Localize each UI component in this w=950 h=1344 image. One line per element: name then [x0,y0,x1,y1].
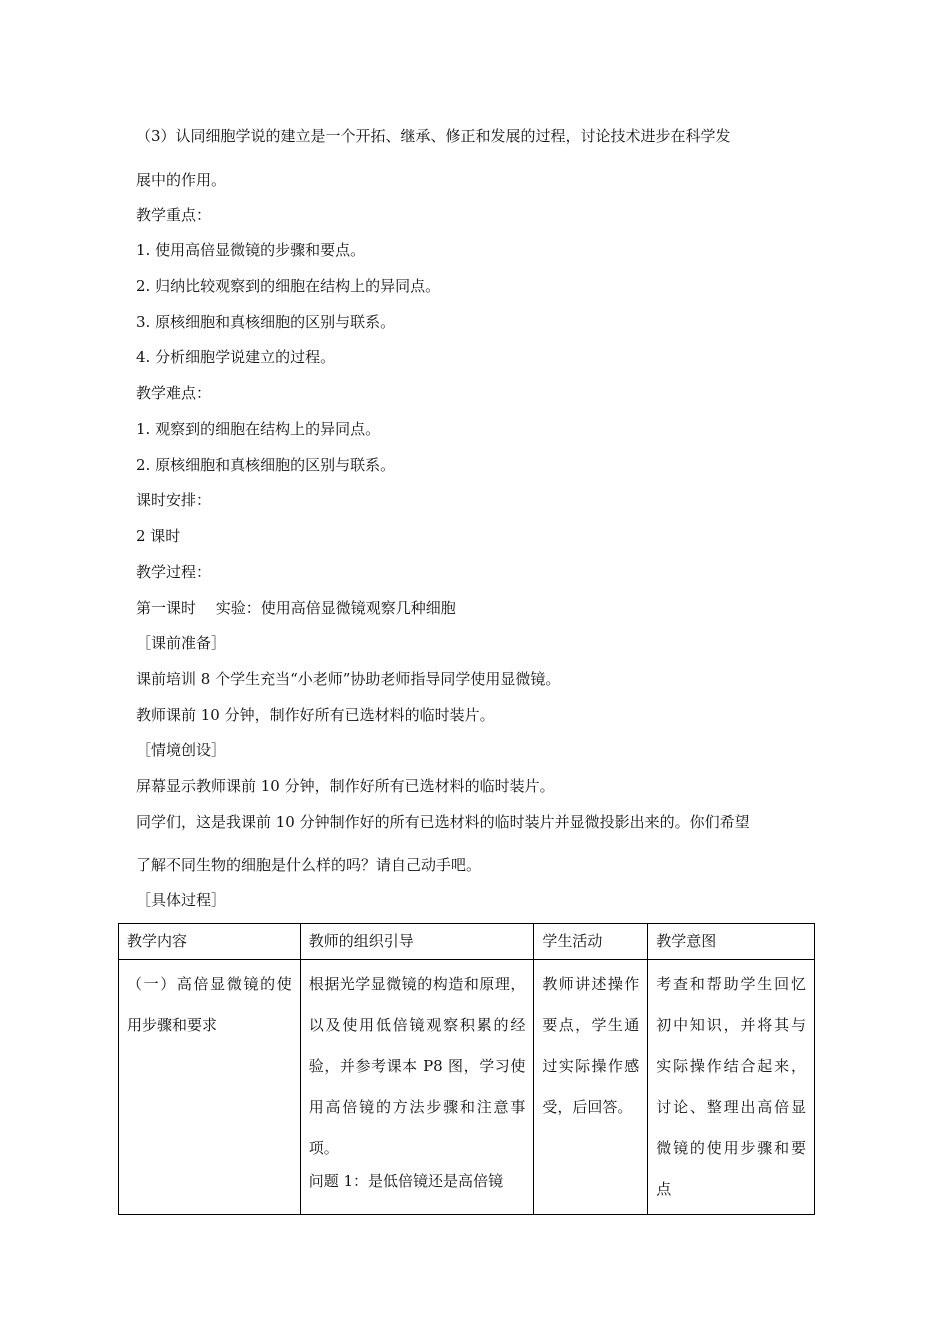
detail-heading: ［具体过程］ [136,891,227,909]
difficulty-2: 2. 原核细胞和真核细胞的区别与联系。 [136,456,396,474]
difficulty-1: 1. 观察到的细胞在结构上的异同点。 [136,420,381,438]
prep-line-1: 课前培训 8 个学生充当“小老师”协助老师指导同学使用显微镜。 [136,670,561,688]
cell-activity: 教师讲述操作要点，学生通过实际操作感受，后回答。 [534,960,648,1215]
prep-line-2: 教师课前 10 分钟，制作好所有已选材料的临时装片。 [136,706,495,724]
process-table [118,923,815,1215]
objective-3-line1: （3）认同细胞学说的建立是一个开拓、继承、修正和发展的过程，讨论技术进步在科学发 [136,127,731,145]
header-guidance: 教师的组织引导 [300,924,534,960]
guidance-text: 根据光学显微镜的构造和原理，以及使用低倍镜观察积累的经验，并参考课本 P8 图，学习使用高倍镜的方法步骤和注意事项。 [308,975,526,1157]
table-header-row [119,924,815,960]
key-point-4: 4. 分析细胞学说建立的过程。 [136,348,336,366]
scenario-line-3: 了解不同生物的细胞是什么样的吗？请自己动手吧。 [136,856,482,874]
header-activity: 学生活动 [534,924,648,960]
cell-content: （一）高倍显微镜的使用步骤和要求 [119,960,301,1215]
first-lesson-title: 第一课时 实验：使用高倍显微镜观察几种细胞 [136,599,456,617]
key-point-2: 2. 归纳比较观察到的细胞在结构上的异同点。 [136,277,441,295]
scenario-line-2: 同学们，这是我课前 10 分钟制作好的所有已选材料的临时装片并显微投影出来的。你们希望 [136,813,750,831]
cell-guidance [300,960,534,1215]
scenario-heading: ［情境创设］ [136,741,227,759]
schedule-heading: 课时安排： [136,491,212,509]
scenario-line-1: 屏幕显示教师课前 10 分钟，制作好所有已选材料的临时装片。 [136,777,555,795]
key-point-3: 3. 原核细胞和真核细胞的区别与联系。 [136,313,396,331]
schedule-value: 2 课时 [136,527,181,545]
header-content: 教学内容 [119,924,301,960]
key-points-heading: 教学重点： [136,206,212,224]
cell-intent: 考查和帮助学生回忆初中知识，并将其与实际操作结合起来，讨论、整理出高倍显微镜的使用步骤和要点 [648,960,815,1215]
guidance-question: 问题 1：是低倍镜还是高倍镜 [308,1172,504,1190]
process-heading: 教学过程： [136,563,212,581]
table-row [119,960,815,1215]
header-intent: 教学意图 [648,924,815,960]
prep-heading: ［课前准备］ [136,634,227,652]
difficulties-heading: 教学难点： [136,384,212,402]
key-point-1: 1. 使用高倍显微镜的步骤和要点。 [136,241,366,259]
objective-3-line2: 展中的作用。 [136,171,227,189]
